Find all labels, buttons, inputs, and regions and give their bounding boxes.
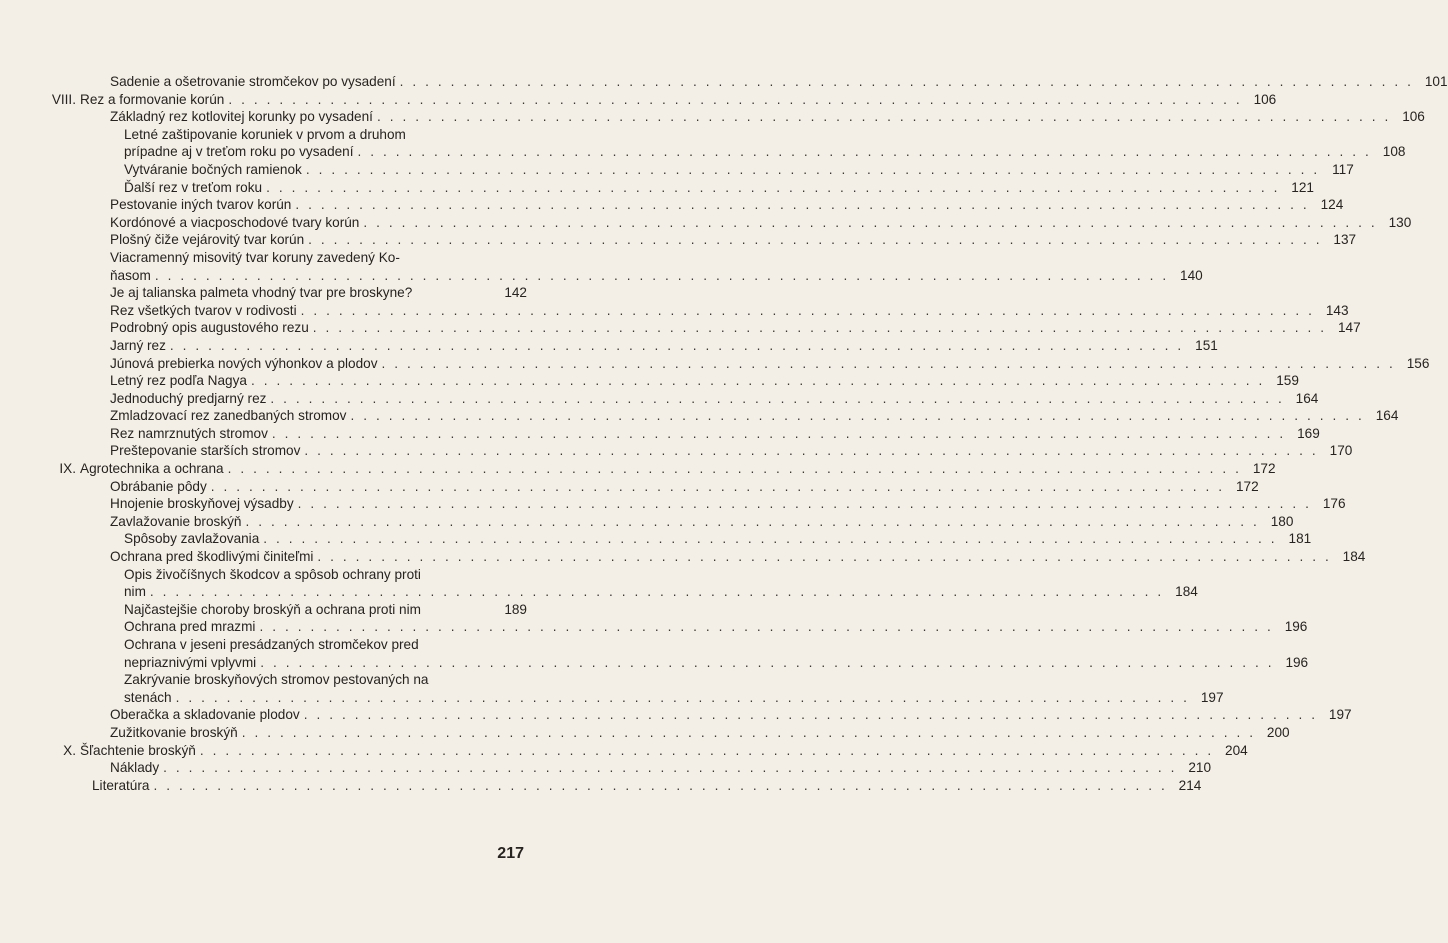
entry-page: 147	[1338, 320, 1361, 336]
entry-title: Zakrývanie broskyňových stromov pestovaných na	[124, 672, 429, 688]
dot-leader: . . . . . . . . . . . . . . . . . . . . . . . . . . . . . . . . . . . . . . . . . . . . . . . . . . . . . . . . . . . . . . . . . . . . . . . . . . . . . . . .	[228, 91, 1243, 107]
toc-entry	[0, 460, 1276, 478]
entry-page: 170	[1329, 443, 1353, 459]
entry-title: Zmladzovací rez zanedbaných stromov	[110, 408, 347, 424]
entry-title: Rez a formovanie korún	[80, 91, 225, 107]
entry-title: Ochrana pred škodlivými činiteľmi	[110, 549, 314, 565]
entry-title: prípadne aj v treťom roku po vysadení	[124, 144, 354, 160]
toc-entry	[0, 636, 1309, 671]
entry-title: Spôsoby zavlažovania	[124, 531, 260, 547]
toc-entry	[0, 214, 1412, 232]
dot-leader: . . . . . . . . . . . . . . . . . . . . . . . . . . . . . . . . . . . . . . . . . . . . . . . . . . . . . . . . . . . . . . . . . . . . . . . . . . . . . . . .	[303, 707, 1318, 723]
entry-title: Rez všetkých tvarov v rodivosti	[110, 302, 297, 318]
entry-page: 184	[1175, 584, 1198, 600]
entry-title: Obrábanie pôdy	[110, 478, 207, 494]
dot-leader: . . . . . . . . . . . . . . . . . . . . . . . . . . . . . . . . . . . . . . . . . . . . . . . . . . . . . . . . . . . . . . . . . . . . . . . . . . . . . . . .	[199, 742, 1214, 758]
entry-page: 204	[1225, 742, 1248, 758]
dot-leader: . . . . . . . . . . . . . . . . . . . . . . . . . . . . . . . . . . . . . . . . . . . . . . . . . . . . . . . . . . . . . . . . . . . . . . . . . . . . . . . .	[227, 461, 1242, 477]
entry-title: stenách	[124, 689, 172, 705]
entry-title: Ďalší rez v treťom roku	[124, 179, 263, 195]
entry-title: Základný rez kotlovitej korunky po vysadení	[110, 109, 373, 125]
dot-leader: . . . . . . . . . . . . . . . . . . . . . . . . . . . . . . . . . . . . . . . . . . . . . . . . . . . . . . . . . . . . . . . . . . . . . . . . . . . . . . . .	[266, 179, 1280, 195]
dot-leader: . . . . . . . . . . . . . . . . . . . . . . . . . . . . . . . . . . . . . . . . . . . . . . . . . . . . . . . . . . . . . . . . . . . . . . . . . . . . . . . .	[297, 496, 1312, 512]
toc-entry	[0, 231, 1357, 249]
toc-entry	[0, 179, 1314, 197]
entry-page: 106	[1253, 91, 1277, 107]
entry-title: Oberačka a skladovanie plodov	[110, 707, 300, 723]
entry-page: 142	[504, 285, 527, 301]
dot-leader: . . . . . . . . . . . . . . . . . . . . . . . . . . . . . . . . . . . . . . . . . . . . . . . . . . . . . . . . . . . . . . . . . . . . . . . . . . . . . . . .	[250, 373, 1265, 389]
entry-title: Letný rez podľa Nagya	[110, 373, 247, 389]
dot-leader: . . . . . . . . . . . . . . . . . . . . . . . . . . . . . . . . . . . . . . . . . . . . . . . . . . . . . . . . . . . . . . . . . . . . . . . . . . . . . . . .	[271, 425, 1286, 441]
entry-title: Ochrana pred mrazmi	[124, 619, 256, 635]
entry-title: Agrotechnika a ochrana	[80, 461, 224, 477]
entry-title: Najčastejšie choroby broskýň a ochrana proti nim	[124, 601, 421, 617]
entry-page: 180	[1270, 513, 1294, 529]
entry-page: 124	[1320, 197, 1344, 213]
entry-title: Podrobný opis augustového rezu	[110, 320, 309, 336]
entry-page: 130	[1388, 214, 1412, 230]
entry-title: Ochrana v jeseni presádzaných stromčekov pred	[124, 637, 419, 652]
entry-page: 200	[1266, 724, 1290, 740]
entry-page: 137	[1333, 232, 1357, 248]
entry-title: Letné zaštipovanie koruniek v prvom a druhom	[124, 126, 406, 142]
entry-title: Literatúra	[92, 777, 150, 793]
entry-title: Plošný čiže vejárovitý tvar korún	[110, 232, 305, 248]
toc-entry	[0, 302, 1349, 320]
toc-entry	[0, 671, 1224, 706]
entry-page: 172	[1235, 478, 1259, 494]
entry-page: 140	[1180, 267, 1203, 283]
entry-page: 159	[1276, 373, 1299, 389]
dot-leader: . . . . . . . . . . . . . . . . . . . . . . . . . . . . . . . . . . . . . . . . . . . . . . . . . . . . . . . . . . . . . . . . . . . . . . . . . . . . . . . .	[210, 478, 1225, 494]
entry-page: 210	[1188, 760, 1212, 776]
entry-page: 172	[1252, 461, 1276, 477]
chapter-number: IX.	[59, 461, 76, 477]
entry-title: ňasom	[110, 267, 151, 283]
dot-leader: . . . . . . . . . . . . . . . . . . . . . . . . . . . . . . . . . . . . . . . . . . . . . . . . . . . . . . . . . . . . . . . . . . . . . . . . . . . . . . . .	[241, 724, 1256, 740]
dot-leader: . . . . . . . . . . . . . . . . . . . . . . . . . . . . . . . . . . . . . . . . . . . . . . . . . . . . . . . . . . . . . . . . . . . . . . . . . . . . . . . .	[259, 619, 1274, 635]
toc-entry	[0, 126, 1406, 161]
entry-title: Kordónové a viacposchodové tvary korún	[110, 214, 360, 230]
entry-page: 197	[1200, 689, 1224, 705]
toc-entry	[0, 530, 1312, 548]
toc-entry	[0, 706, 1352, 724]
chapter-number: VIII.	[51, 91, 76, 107]
entry-page: 164	[1295, 390, 1319, 406]
dot-leader: . . . . . . . . . . . . . . . . . . . . . . . . . . . . . . . . . . . . . . . . . . . . . . . . . . . . . . . . . . . . . . . . . . . . . . . . . . . . . . . .	[270, 390, 1285, 406]
toc-entry	[0, 407, 1399, 425]
entry-page: 143	[1325, 302, 1349, 318]
entry-page: 151	[1195, 337, 1218, 353]
toc-entry	[0, 73, 1448, 91]
dot-leader: . . . . . . . . . . . . . . . . . . . . . . . . . . . . . . . . . . . . . . . . . . . . . . . . . . . . . . . . . . . . . . . . . . . . . . . . . . . . . . . .	[295, 197, 1310, 213]
dot-leader: . . . . . . . . . . . . . . . . . . . . . . . . . . . . . . . . . . . . . . . . . . . . . . . . . . . . . . . . . . . . . . . . . . . . . . . . . . . . . . . .	[357, 144, 1372, 160]
dot-leader: . . . . . . . . . . . . . . . . . . . . . . . . . . . . . . . . . . . . . . . . . . . . . . . . . . . . . . . . . . . . . . . . . . . . . . . . . . . . . . . .	[300, 302, 1315, 318]
entry-title: Opis živočíšnych škodcov a spôsob ochrany proti	[124, 566, 421, 582]
dot-leader: . . . . . . . . . . . . . . . . . . . . . . . . . . . . . . . . . . . . . . . . . . . . . . . . . . . . . . . . . . . . . . . . . . . . . . . . . . . . . . . .	[317, 549, 1332, 565]
toc-entry	[0, 355, 1430, 373]
dot-leader: . . . . . . . . . . . . . . . . . . . . . . . . . . . . . . . . . . . . . . . . . . . . . . . . . . . . . . . . . . . . . . . . . . . . . . . . . . . . . . . .	[381, 355, 1396, 371]
entry-title: Rez namrznutých stromov	[110, 425, 268, 441]
dot-leader: . . . . . . . . . . . . . . . . . . . . . . . . . . . . . . . . . . . . . . . . . . . . . . . . . . . . . . . . . . . . . . . . . . . . . . . . . . . . . . . .	[169, 337, 1184, 353]
dot-leader: . . . . . . . . . . . . . . . . . . . . . . . . . . . . . . . . . . . . . . . . . . . . . . . . . . . . . . . . . . . . . . . . . . . . . . . . . . . . . . . .	[263, 531, 1278, 547]
toc-entry	[0, 337, 1218, 355]
toc-entry	[0, 724, 1290, 742]
dot-leader: . . . . . . . . . . . . . . . . . . . . . . . . . . . . . . . . . . . . . . . . . . . . . . . . . . . . . . . . . . . . . . . . . . . . . . . . . . . . . . . .	[350, 408, 1365, 424]
dot-leader: . . . . . . . . . . . . . . . . . . . . . . . . . . . . . . . . . . . . . . . . . . . . . . . . . . . . . . . . . . . . . . . . . . . . . . . . . . . . . . . .	[154, 267, 1169, 283]
entry-page: 176	[1322, 496, 1346, 512]
entry-title: Náklady	[110, 760, 160, 776]
entry-page: 121	[1291, 179, 1314, 195]
toc-entry	[0, 249, 1203, 284]
toc-entry	[0, 91, 1277, 109]
entry-page: 101	[1424, 74, 1448, 89]
entry-page: 164	[1375, 408, 1399, 424]
entry-title: Jednoduchý predjarný rez	[110, 390, 267, 406]
toc-entry	[0, 161, 1354, 179]
toc-entry	[0, 742, 1248, 760]
toc-entry	[0, 319, 1361, 337]
entry-title: Sadenie a ošetrovanie stromčekov po vysadení	[110, 74, 396, 89]
entry-page: 106	[1402, 109, 1425, 125]
dot-leader: . . . . . . . . . . . . . . . . . . . . . . . . . . . . . . . . . . . . . . . . . . . . . . . . . . . . . . . . . . . . . . . . . . . . . . . . . . . . . . . .	[163, 760, 1178, 776]
dot-leader: . . . . . . . . . . . . . . . . . . . . . . . . . . . . . . . . . . . . . . . . . . . . . . . . . . . . . . . . . . . . . . . . . . . . . . . . . . . . . . . .	[245, 513, 1260, 529]
dot-leader: . . . . . . . . . . . . . . . . . . . . . . . . . . . . . . . . . . . . . . . . . . . . . . . . . . . . . . . . . . . . . . . . . . . . . . . . . . . . . . . .	[376, 109, 1391, 125]
toc-entry	[0, 759, 1212, 777]
toc-entry	[0, 372, 1299, 390]
toc-entry	[0, 196, 1344, 214]
dot-leader: . . . . . . . . . . . . . . . . . . . . . . . . . . . . . . . . . . . . . . . . . . . . . . . . . . . . . . . . . . . . . . . . . . . . . . . . . . . . . . . .	[260, 654, 1275, 670]
entry-page: 156	[1406, 355, 1430, 371]
entry-page: 108	[1382, 144, 1406, 160]
entry-title: Hnojenie broskyňovej výsadby	[110, 496, 294, 512]
toc-entry	[0, 425, 1320, 443]
toc-entry	[0, 548, 1366, 566]
dot-leader: . . . . . . . . . . . . . . . . . . . . . . . . . . . . . . . . . . . . . . . . . . . . . . . . . . . . . . . . . . . . . . . . . . . . . . . . . . . . . . . .	[304, 443, 1319, 459]
entry-page: 196	[1285, 654, 1309, 670]
toc-entry	[0, 478, 1259, 496]
entry-page: 117	[1332, 161, 1354, 177]
entry-title: Je aj talianska palmeta vhodný tvar pre broskyne?	[110, 285, 413, 301]
dot-leader: . . . . . . . . . . . . . . . . . . . . . . . . . . . . . . . . . . . . . . . . . . . . . . . . . . . . . . . . . . . . . . . . . . . . . . . . . . . . . . . .	[308, 232, 1323, 248]
toc-entry	[0, 777, 1202, 795]
entry-page: 181	[1288, 531, 1312, 547]
entry-title: Jarný rez	[110, 337, 166, 353]
toc-entry	[0, 601, 600, 619]
toc-entry	[0, 390, 1319, 408]
toc-entry	[0, 108, 1425, 126]
toc-entry	[0, 284, 600, 302]
chapter-number: X.	[63, 742, 76, 758]
entry-page: 196	[1284, 619, 1308, 635]
entry-page: 189	[504, 601, 527, 617]
toc-entry	[0, 495, 1346, 513]
dot-leader: . . . . . . . . . . . . . . . . . . . . . . . . . . . . . . . . . . . . . . . . . . . . . . . . . . . . . . . . . . . . . . . . . . . . . . . . . . . . . . . .	[363, 214, 1378, 230]
entry-title: Viacramenný misovitý tvar koruny zavedený Ko-	[110, 249, 400, 265]
entry-title: Júnová prebierka nových výhonkov a plodov	[110, 355, 378, 371]
page-number: 217	[497, 845, 524, 862]
entry-title: Zužitkovanie broskýň	[110, 724, 238, 740]
entry-title: nim	[124, 584, 146, 600]
entry-title: nepriaznivými vplyvmi	[124, 654, 257, 670]
entry-page: 169	[1297, 425, 1320, 441]
toc-entry	[0, 618, 1308, 636]
entry-page: 184	[1342, 549, 1366, 565]
entry-page: 214	[1178, 777, 1202, 793]
dot-leader: . . . . . . . . . . . . . . . . . . . . . . . . . . . . . . . . . . . . . . . . . . . . . . . . . . . . . . . . . . . . . . . . . . . . . . . . . . . . . . . .	[399, 74, 1414, 89]
dot-leader: . . . . . . . . . . . . . . . . . . . . . . . . . . . . . . . . . . . . . . . . . . . . . . . . . . . . . . . . . . . . . . . . . . . . . . . . . . . . . . . .	[175, 689, 1190, 705]
entry-title: Šľachtenie broskýň	[80, 742, 196, 758]
table-of-contents	[0, 73, 1448, 794]
dot-leader: . . . . . . . . . . . . . . . . . . . . . . . . . . . . . . . . . . . . . . . . . . . . . . . . . . . . . . . . . . . . . . . . . . . . . . . . . . . . . . . .	[153, 777, 1168, 793]
entry-title: Preštepovanie starších stromov	[110, 443, 301, 459]
entry-title: Zavlažovanie broskýň	[110, 513, 242, 529]
toc-entry	[0, 442, 1353, 460]
entry-title: Pestovanie iných tvarov korún	[110, 197, 292, 213]
dot-leader: . . . . . . . . . . . . . . . . . . . . . . . . . . . . . . . . . . . . . . . . . . . . . . . . . . . . . . . . . . . . . . . . . . . . . . . . . . . . . . . .	[305, 161, 1320, 177]
toc-entry	[0, 513, 1294, 531]
toc-entry	[0, 566, 1198, 601]
dot-leader: . . . . . . . . . . . . . . . . . . . . . . . . . . . . . . . . . . . . . . . . . . . . . . . . . . . . . . . . . . . . . . . . . . . . . . . . . . . . . . . .	[149, 584, 1164, 600]
entry-page: 197	[1328, 707, 1352, 723]
dot-leader: . . . . . . . . . . . . . . . . . . . . . . . . . . . . . . . . . . . . . . . . . . . . . . . . . . . . . . . . . . . . . . . . . . . . . . . . . . . . . . . .	[312, 320, 1327, 336]
entry-title: Vytváranie bočných ramienok	[124, 161, 302, 177]
